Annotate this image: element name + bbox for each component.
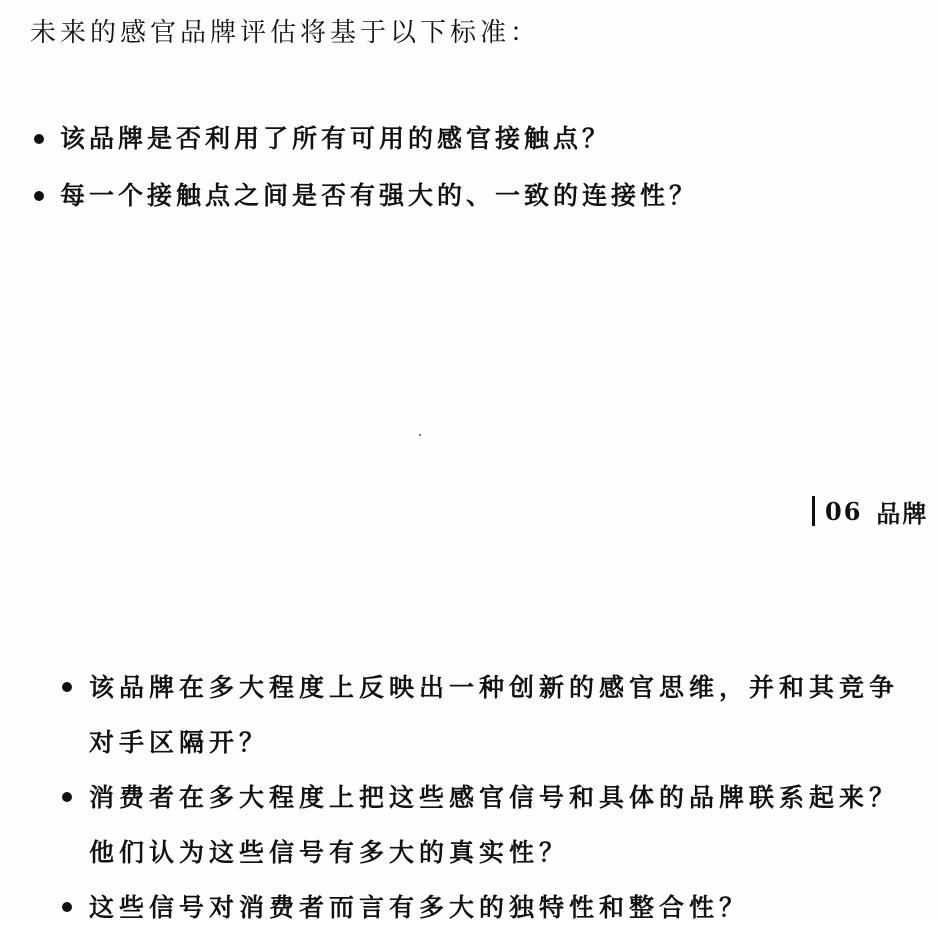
list-item-text: 这些信号对消费者而言有多大的独特性和整合性？ <box>89 893 750 922</box>
list-item <box>62 660 922 770</box>
list-item <box>62 880 922 935</box>
list-item <box>34 122 914 156</box>
list-item <box>62 770 922 880</box>
bullet-dot-icon <box>34 191 44 201</box>
criteria-list-top <box>34 122 914 236</box>
chapter-number: 06 <box>825 496 863 526</box>
chapter-title: 品牌 <box>876 498 929 528</box>
bullet-dot-icon <box>34 134 44 144</box>
bullet-dot-icon <box>62 682 72 692</box>
chapter-divider-bar <box>812 496 815 526</box>
bullet-dot-icon <box>62 902 72 912</box>
list-item-text: 消费者在多大程度上把这些感官信号和具体的品牌联系起来？他们认为这些信号有多大的真实性？ <box>89 783 900 867</box>
list-item-text: 该品牌在多大程度上反映出一种创新的感官思维，并和其竞争对手区隔开？ <box>89 673 900 757</box>
intro-sentence: 未来的感官品牌评估将基于以下标准： <box>30 18 541 48</box>
chapter-header <box>812 494 928 528</box>
scan-speck <box>419 434 421 436</box>
criteria-list-bottom <box>62 660 922 935</box>
list-item-text: 每一个接触点之间是否有强大的、一致的连接性？ <box>60 181 699 210</box>
list-item-text: 该品牌是否利用了所有可用的感官接触点？ <box>60 124 612 153</box>
list-item <box>34 179 914 213</box>
bullet-dot-icon <box>62 792 72 802</box>
